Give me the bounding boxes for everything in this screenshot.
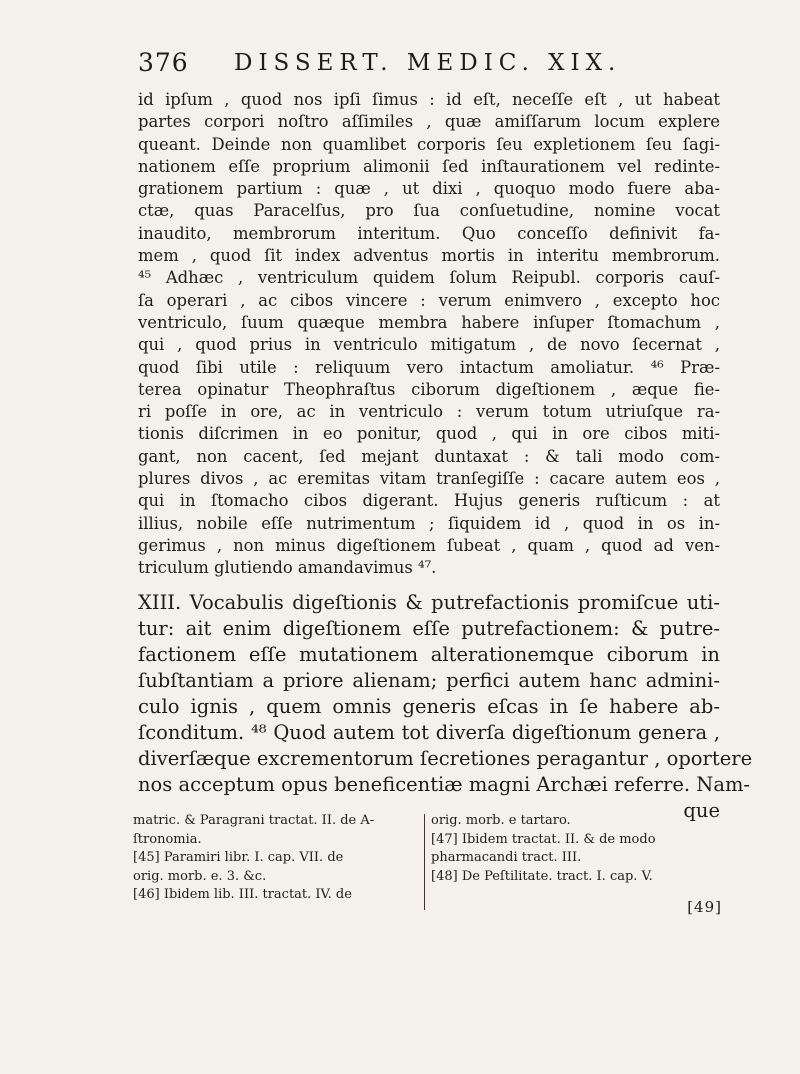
paragraph-continuation <box>138 89 720 580</box>
text-line: id ipſum , quod nos ipſi ſimus : id eſt, neceſſe eſt , ut habeat <box>138 90 720 109</box>
text-line: nos acceptum opus beneficentiæ magni Archæi referre. Nam- <box>138 772 751 796</box>
text-line: gerimus , non minus digeſtionem ſubeat , quam , quod ad ven- <box>138 535 720 555</box>
footnote-line: [47] Ibidem tractat. II. & de modo <box>431 831 656 847</box>
text-line: diverſæque excrementorum ſecretiones peragantur , oportere <box>138 746 753 770</box>
text-line: tur: ait enim digeſtionem eſſe putrefactionem: & putre- <box>138 616 720 640</box>
page-number: 376 <box>138 48 189 77</box>
text-line: terea opinatur Theophraſtus ciborum digeſtionem , æque fie- <box>138 379 720 399</box>
footnotes <box>133 812 725 922</box>
running-title: DISSERT. MEDIC. XIX. <box>234 50 622 76</box>
text-line: illius, nobile eſſe nutrimentum ; ſiquidem id , quod in os in- <box>138 513 720 533</box>
footnote-divider <box>424 814 425 910</box>
text-line: ventriculo, ſuum quæque membra habere inſuper ſtomachum , <box>138 312 720 332</box>
text-line: gant, non cacent, ſed mejant duntaxat : & tali modo com- <box>138 446 720 466</box>
section-xiii <box>138 590 753 824</box>
text-line: nationem eſſe proprium alimonii ſed inſtaurationem vel redinte- <box>138 156 720 176</box>
text-line: tionis diſcrimen in eo ponitur, quod , qui in ore cibos miti- <box>138 424 720 444</box>
text-line: ſa operari , ac cibos vincere : verum enimvero , excepto hoc <box>138 290 720 310</box>
footnote-line: orig. morb. e tartaro. <box>431 813 571 828</box>
text-line: triculum glutiendo amandavimus ⁴⁷. <box>138 558 437 578</box>
footnote-line: matric. & Paragrani tractat. II. de A- <box>133 813 375 828</box>
text-line: ctæ, quas Paracelſus, pro ſua conſuetudine, nomine vocat <box>138 201 720 221</box>
footnote-line: [48] De Peſtilitate. tract. I. cap. V. <box>431 868 653 884</box>
footnote-line: [45] Paramiri libr. I. cap. VII. de <box>133 850 344 866</box>
text-line: grationem partium : quæ , ut dixi , quoquo modo fuere aba- <box>138 179 720 199</box>
text-line: partes corpori noſtro aſſimiles , quæ amiſſarum locum explere <box>138 112 720 132</box>
text-line: ſubſtantiam a priore alienam; perfici autem hanc admini- <box>138 668 720 692</box>
footnote-line: [46] Ibidem lib. III. tractat. IV. de <box>133 887 352 903</box>
text-line: ⁴⁵ Adhæc , ventriculum quidem ſolum Reipubl. corporis cauſ- <box>138 268 720 288</box>
footnotes-right-column <box>431 812 725 886</box>
text-line: ri poſſe in ore, ac in ventriculo : verum totum utriuſque ra- <box>138 402 720 422</box>
text-line: queant. Deinde non quamlibet corporis ſeu expletionem ſeu ſagi- <box>138 134 720 154</box>
footnote-line: ſtronomia. <box>133 831 202 847</box>
main-text <box>138 89 753 824</box>
text-line: inaudito, membrorum interitum. Quo conceſſo definivit fa- <box>138 223 720 243</box>
text-line: XIII. Vocabulis digeſtionis & putrefactionis promiſcue uti- <box>138 590 720 614</box>
catchword: [49] <box>687 898 722 916</box>
text-line: factionem eſſe mutationem alterationemque ciborum in <box>138 642 720 666</box>
text-line: qui in ſtomacho cibos digerant. Hujus generis ruſticum : at <box>138 491 720 511</box>
text-line: culo ignis , quem omnis generis eſcas in ſe habere ab- <box>138 694 720 718</box>
footnote-line: orig. morb. e. 3. &c. <box>133 868 267 884</box>
footnote-line: pharmacandi tract. III. <box>431 850 582 866</box>
text-line: quod ſibi utile : reliquum vero intactum amoliatur. ⁴⁶ Præ- <box>138 357 720 377</box>
footnotes-left-column <box>133 812 423 905</box>
page-header <box>138 48 658 82</box>
text-line: qui , quod prius in ventriculo mitigatum , de novo ſecernat , <box>138 335 720 355</box>
text-line: plures divos , ac eremitas vitam tranſegiſſe : cacare autem eos , <box>138 469 720 489</box>
text-line: ſconditum. ⁴⁸ Quod autem tot diverſa digeſtionum genera , <box>138 720 720 744</box>
text-line: que <box>683 798 720 822</box>
text-line: mem , quod ſit index adventus mortis in interitu membrorum. <box>138 246 720 266</box>
